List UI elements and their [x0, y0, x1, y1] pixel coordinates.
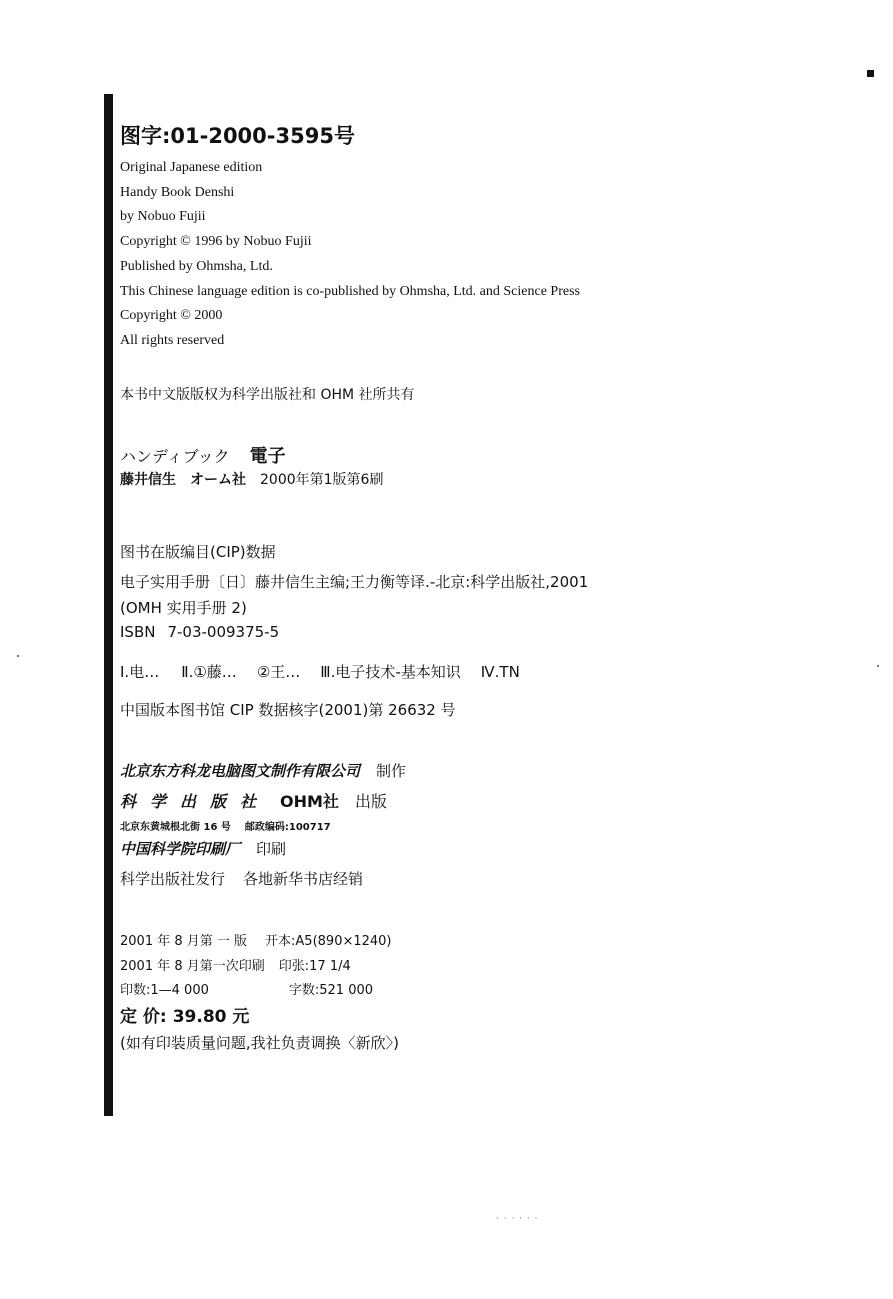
book-format: 开本:A5(890×1240) [265, 934, 392, 949]
print-run: 印数:1—4 000 [120, 983, 209, 998]
quality-note: (如有印装质量问题,我社负责调换〈新欣〉) [120, 1034, 399, 1052]
printer-role: 印刷 [256, 840, 287, 858]
word-count: 字数:521 000 [288, 983, 374, 998]
cip-series: (OMH 实用手册 2) [120, 599, 247, 617]
classification-item: ②王… [256, 663, 301, 681]
original-edition-line: Original Japanese edition [120, 160, 263, 175]
classification-item: Ⅰ.电… [120, 663, 160, 681]
cip-record: 中国版本图书馆 CIP 数据核字(2001)第 26632 号 [120, 701, 456, 719]
corner-mark [867, 70, 874, 77]
printing-line [120, 955, 351, 974]
classification-item: Ⅱ.①藤… [181, 663, 237, 681]
isbn-line [120, 623, 279, 641]
print-date: 2001 年 8 月第一次印刷 [120, 959, 265, 974]
chinese-rights-statement: 本书中文版版权为科学出版社和 OHM 社所共有 [120, 387, 415, 403]
address-line [120, 818, 331, 833]
copublication-line: This Chinese language edition is co-published by Ohmsha, Ltd. and Science Press [120, 284, 580, 299]
cip-heading: 图书在版编目(CIP)数据 [120, 543, 276, 561]
japanese-title-kanji: 電子 [249, 446, 286, 467]
copublisher-name: OHM社 [280, 792, 339, 811]
scan-dots: · · · · · · [496, 1214, 539, 1224]
classification-item: Ⅳ.TN [480, 663, 520, 681]
original-copyright-line: Copyright © 1996 by Nobuo Fujii [120, 234, 312, 249]
rights-reserved-line: All rights reserved [120, 333, 225, 348]
japanese-author: 藤井信生 [120, 472, 176, 488]
publisher-address: 北京东黄城根北街 16 号 [120, 822, 231, 833]
printer-name: 中国科学院印刷厂 [120, 840, 241, 858]
price-line [120, 1002, 249, 1027]
publisher-name: 科学出版社 [120, 792, 271, 811]
maker-role: 制作 [376, 762, 407, 780]
original-author-line: by Nobuo Fujii [120, 209, 206, 224]
distribution-line [120, 868, 363, 889]
publisher-role: 出版 [354, 792, 387, 811]
isbn-label: ISBN [120, 623, 156, 641]
classification-item: Ⅲ.电子技术-基本知识 [320, 663, 461, 681]
maker-name: 北京东方科龙电脑图文制作有限公司 [120, 762, 361, 780]
cip-entry: 电子实用手册〔日〕藤井信生主编;王力衡等译.-北京:科学出版社,2001 [120, 573, 589, 591]
edition-date: 2001 年 8 月第 一 版 [120, 934, 248, 949]
distributor: 科学出版社发行 [120, 870, 226, 888]
scan-dot [17, 655, 19, 657]
original-title-line: Handy Book Denshi [120, 185, 235, 200]
print-sheets: 印张:17 1/4 [278, 959, 351, 974]
price-value: 39.80 元 [172, 1007, 250, 1027]
japanese-title [120, 442, 286, 468]
japanese-author-line [120, 469, 383, 489]
chinese-copyright-line: Copyright © 2000 [120, 308, 223, 323]
japanese-title-kana: ハンディブック [120, 447, 230, 466]
printer-line [120, 838, 286, 859]
original-publisher-line: Published by Ohmsha, Ltd. [120, 259, 273, 274]
isbn-number: 7-03-009375-5 [167, 623, 280, 641]
catalog-number: 图字:01-2000-3595号 [120, 124, 355, 148]
publisher-line [120, 789, 387, 812]
sales-channel: 各地新华书店经销 [243, 870, 364, 888]
japanese-edition: 2000年第1版第6刷 [260, 472, 384, 488]
postcode: 邮政编码:100717 [244, 822, 331, 833]
print-run-line [120, 979, 373, 998]
scan-dot [877, 665, 879, 667]
japanese-publisher: オーム社 [190, 472, 246, 488]
classification-line [120, 661, 520, 682]
edition-line [120, 930, 392, 949]
price-label: 定 价: [120, 1007, 167, 1027]
maker-line [120, 760, 406, 781]
margin-rule [104, 94, 113, 1116]
